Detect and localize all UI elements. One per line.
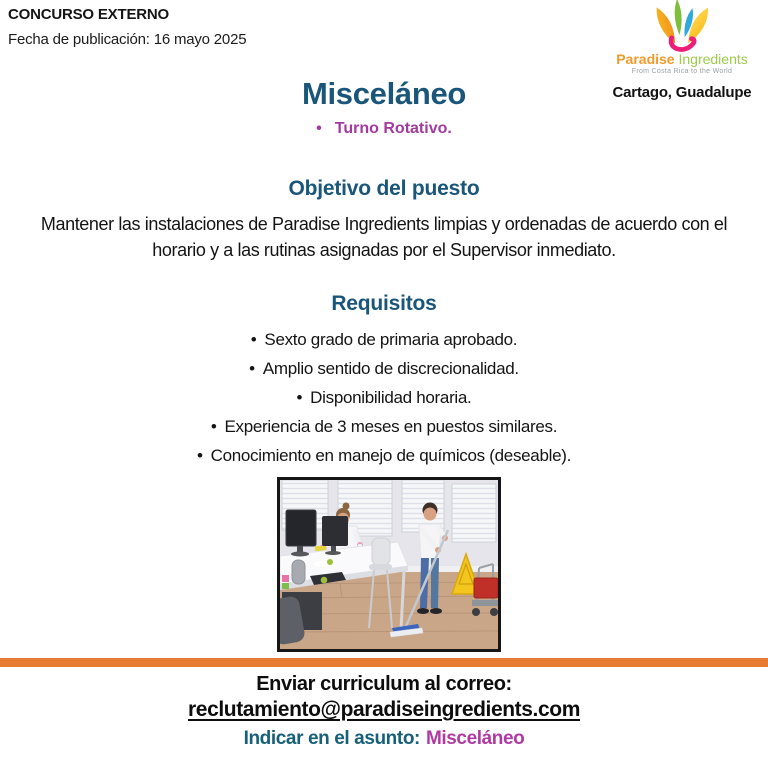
location-label: Cartago, Guadalupe xyxy=(612,84,752,101)
bullet-icon: • xyxy=(249,359,255,378)
requirement-item xyxy=(0,412,768,441)
subject-label: Indicar en el asunto: xyxy=(243,728,420,749)
header-left xyxy=(8,6,246,48)
requirement-text: Disponibilidad horaria. xyxy=(310,388,472,407)
cleaning-photo xyxy=(277,477,501,652)
brand-name-ingredients: Ingredients xyxy=(674,51,748,67)
shift-label: Turno Rotativo. xyxy=(334,120,452,137)
bullet-icon: • xyxy=(316,120,322,137)
job-title: Misceláneo xyxy=(301,76,467,111)
shift-line xyxy=(0,120,768,138)
publication-date: Fecha de publicación: 16 mayo 2025 xyxy=(8,31,247,48)
subject-line xyxy=(0,728,768,750)
brand-tagline: From Costa Rica to the World xyxy=(631,68,733,75)
requirement-text: Sexto grado de primaria aprobado. xyxy=(264,330,518,349)
requirement-item xyxy=(0,383,768,412)
requirement-item xyxy=(0,441,768,470)
requirement-text: Amplio sentido de discrecionalidad. xyxy=(262,359,519,378)
requirements-list xyxy=(0,325,768,470)
email-link[interactable]: reclutamiento@paradiseingredients.com xyxy=(188,698,580,721)
cleaning-scene-illustration xyxy=(280,480,498,649)
requirements-heading: Requisitos xyxy=(331,292,437,315)
brand-name-paradise: Paradise xyxy=(616,51,675,67)
email-line xyxy=(0,698,768,722)
objective-heading: Objetivo del puesto xyxy=(288,177,480,200)
requirement-item xyxy=(0,354,768,383)
cv-instruction: Enviar curriculum al correo: xyxy=(256,673,512,695)
bullet-icon: • xyxy=(296,388,303,407)
requirement-item xyxy=(0,325,768,354)
bullet-icon: • xyxy=(250,330,257,349)
divider-bar xyxy=(0,658,768,667)
subject-value: Misceláneo xyxy=(425,728,525,749)
paradise-leaves-icon xyxy=(630,0,734,52)
objective-text: Mantener las instalaciones de Paradise Ingredients limpias y ordenadas de acuerdo con el horario y a las rutinas asignadas por el Supervisor inmediato. xyxy=(40,214,728,260)
requirement-text: Conocimiento en manejo de químicos (deseable). xyxy=(210,446,572,465)
brand-name xyxy=(598,52,766,66)
bullet-icon: • xyxy=(196,446,203,465)
requirement-text: Experiencia de 3 meses en puestos similares. xyxy=(224,417,558,436)
bullet-icon: • xyxy=(210,417,217,436)
concurso-label: CONCURSO EXTERNO xyxy=(8,6,169,23)
